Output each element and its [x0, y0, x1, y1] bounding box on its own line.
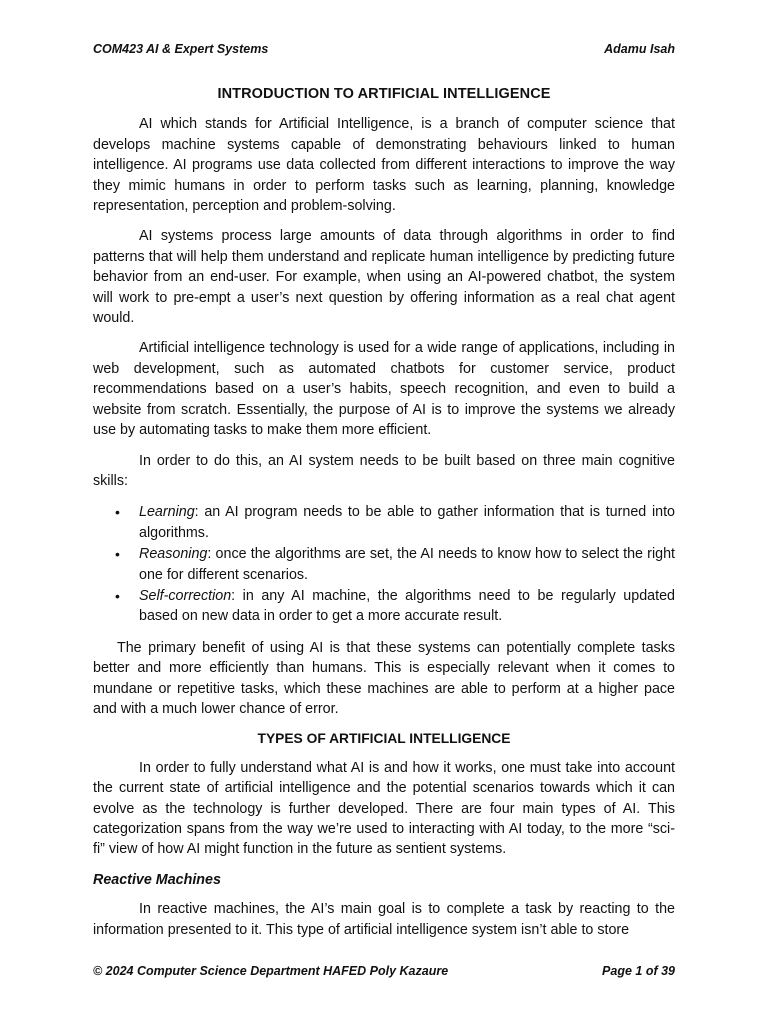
- page-footer: [93, 964, 675, 982]
- paragraph-applications: Artificial intelligence technology is used for a wide range of applications, including in web development, such as automated chatbots for customer service, product recommendations based on a user’s habits, speech recognition, and even to build a website from scratch. Essentially, the purpose of AI is to improve the systems we already use by automating tasks to make them more efficient.: [93, 340, 675, 439]
- document-body: [93, 84, 675, 950]
- paragraph-benefit: The primary benefit of using AI is that these systems can potentially complete tasks better and more efficiently than humans. This is especially relevant when it comes to mundane or repetitive tasks, which these machines are able to perform at a higher pace and with a much lower chance of error.: [93, 639, 675, 717]
- skill-text: : once the algorithms are set, the AI needs to know how to select the right one for different scenarios.: [139, 546, 675, 583]
- bullet-icon: •: [115, 587, 120, 604]
- paragraph-types: In order to fully understand what AI is and how it works, one must take into account the current state of artificial intelligence and the potential scenarios towards which it can evolve as the technology is further developed. There are four main types of AI. This categorization spans from the way we’re used to interacting with AI today, to the more “sci-fi” view of how AI might function in the future as sentient systems.: [93, 759, 675, 858]
- paragraph-intro: AI which stands for Artificial Intelligence, is a branch of computer science that develops machine systems capable of demonstrating behaviours linked to human intelligence. AI programs use data collected from different interactions to improve the way they mimic humans in order to perform tasks such as learning, planning, knowledge representation, perception and problem-solving.: [93, 116, 675, 215]
- bullet-icon: •: [115, 546, 120, 563]
- list-item-reasoning: [93, 544, 675, 585]
- paragraph-reactive: In reactive machines, the AI’s main goal is to complete a task by reacting to the information presented to it. This type of artificial intelligence system isn’t able to store: [93, 901, 675, 938]
- document-title: INTRODUCTION TO ARTIFICIAL INTELLIGENCE: [217, 86, 551, 102]
- list-item-self-correction: [93, 586, 675, 627]
- subsection-heading-reactive: Reactive Machines: [93, 871, 221, 888]
- page-header: [93, 42, 675, 60]
- list-item-learning: [93, 502, 675, 543]
- footer-copyright: © 2024 Computer Science Department HAFED Poly Kazaure: [93, 964, 449, 978]
- skill-text: : in any AI machine, the algorithms need to be regularly updated based on new data in order to get a more accurate result.: [139, 587, 675, 625]
- skill-term: Reasoning: [139, 546, 208, 563]
- bullet-icon: •: [115, 504, 120, 521]
- header-author: Adamu Isah: [604, 42, 675, 56]
- skill-term: Self-correction: [139, 587, 232, 604]
- paragraph-data-processing: AI systems process large amounts of data through algorithms in order to find patterns that will help them understand and replicate human intelligence by predicting future behavior from an end-user. For example, when using an AI-powered chatbot, the system will work to pre-empt a user’s next question by offering information as a real chat agent would.: [93, 228, 675, 327]
- document-page: [93, 0, 675, 1024]
- paragraph-cognitive-skills: In order to do this, an AI system needs to be built based on three main cognitive skills:: [93, 452, 675, 489]
- skill-text: : an AI program needs to be able to gather information that is turned into algorithms.: [139, 504, 675, 541]
- section-heading-types: TYPES OF ARTIFICIAL INTELLIGENCE: [257, 731, 511, 747]
- cognitive-skills-list: [93, 502, 675, 626]
- header-course: COM423 AI & Expert Systems: [93, 42, 269, 56]
- skill-term: Learning: [139, 504, 195, 521]
- footer-page-number: Page 1 of 39: [602, 964, 675, 978]
